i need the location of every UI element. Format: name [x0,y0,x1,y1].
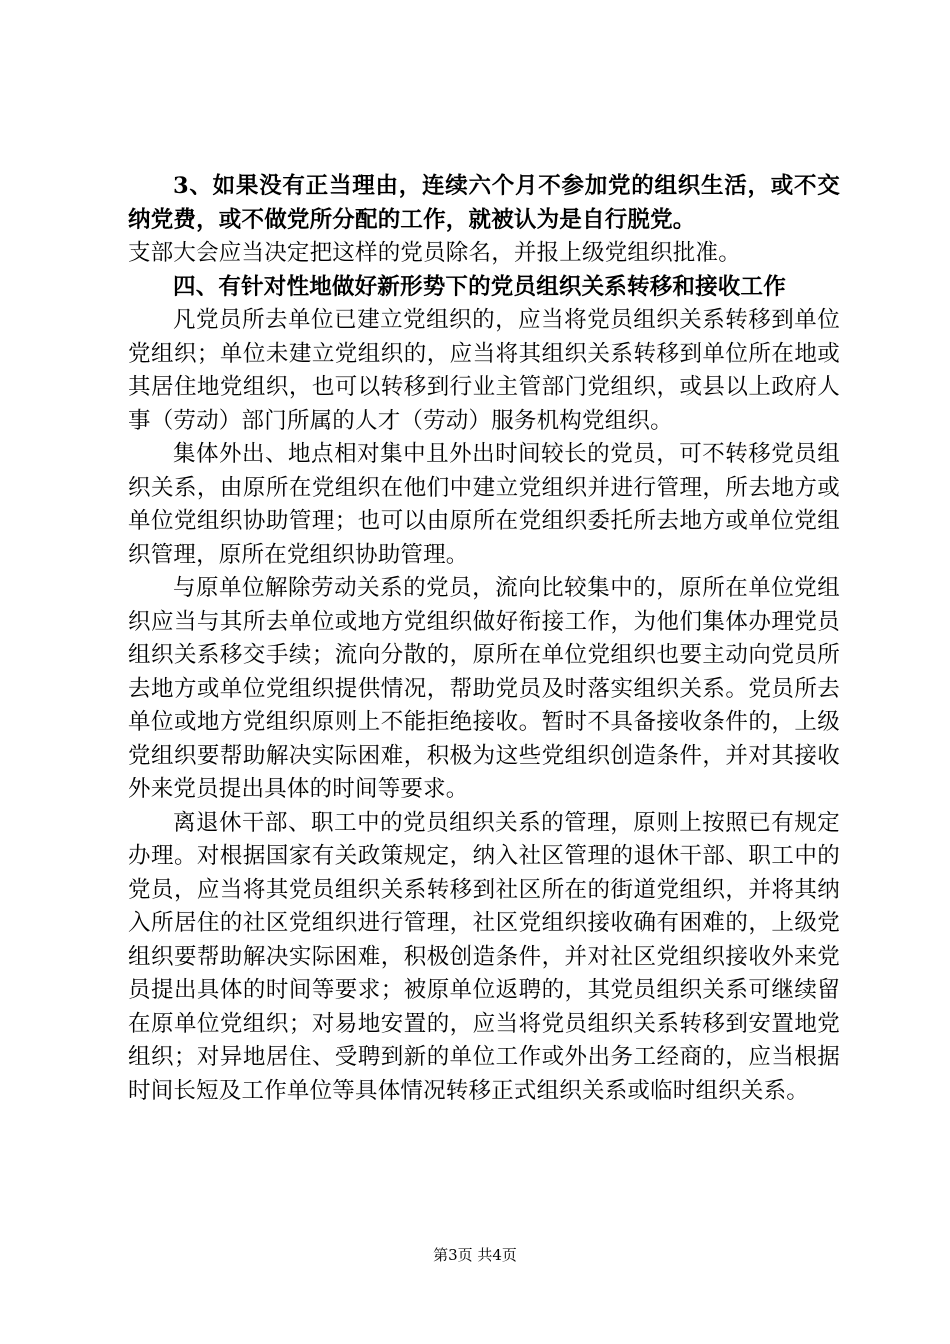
document-body [128,170,840,1108]
paragraph-4: 集体外出、地点相对集中且外出时间较长的党员，可不转移党员组织关系，由原所在党组织在他们中建立党组织并进行管理，所去地方或单位党组织协助管理；也可以由原所在党组织委托所去地方或单位党组织管理，原所在党组织协助管理。 [128,441,840,568]
paragraph-6: 离退休干部、职工中的党员组织关系的管理，原则上按照已有规定办理。对根据国家有关政策规定，纳入社区管理的退休干部、职工中的党员，应当将其党员组织关系转移到社区所在的街道党组织，并将其纳入所居住的社区党组织进行管理，社区党组织接收确有困难的，上级党组织要帮助解决实际困难，积极创造条件，并对社区党组织接收外来党员提出具体的时间等要求；被原单位返聘的，其党员组织关系可继续留在原单位党组织；对易地安置的，应当将党员组织关系转移到安置地党组织；对异地居住、受聘到新的单位工作或外出务工经商的，应当根据时间长短及工作单位等具体情况转移正式组织关系或临时组织关系。 [128,809,840,1104]
page-number-footer: 第3页 共4页 [433,1246,517,1264]
paragraph-3: 凡党员所去单位已建立党组织的，应当将党员组织关系转移到单位党组织；单位未建立党组织的，应当将其组织关系转移到单位所在地或其居住地党组织，也可以转移到行业主管部门党组织，或县以上政府人事（劳动）部门所属的人才（劳动）服务机构党组织。 [128,307,840,434]
paragraph-1: 3、如果没有正当理由，连续六个月不参加党的组织生活，或不交纳党费，或不做党所分配的工作，就被认为是自行脱党。 [128,173,840,233]
paragraph-5: 与原单位解除劳动关系的党员，流向比较集中的，原所在单位党组织应当与其所去单位或地方党组织做好衔接工作，为他们集体办理党员组织关系移交手续；流向分散的，原所在单位党组织也要主动向党员所去地方或单位党组织提供情况，帮助党员及时落实组织关系。党员所去单位或地方党组织原则上不能拒绝接收。暂时不具备接收条件的，上级党组织要帮助解决实际困难，积极为这些党组织创造条件，并对其接收外来党员提出具体的时间等要求。 [128,575,840,802]
paragraph-2: 支部大会应当决定把这样的党员除名，并报上级党组织批准。 [128,240,741,266]
section-heading-4: 四、有针对性地做好新形势下的党员组织关系转移和接收工作 [173,273,786,300]
